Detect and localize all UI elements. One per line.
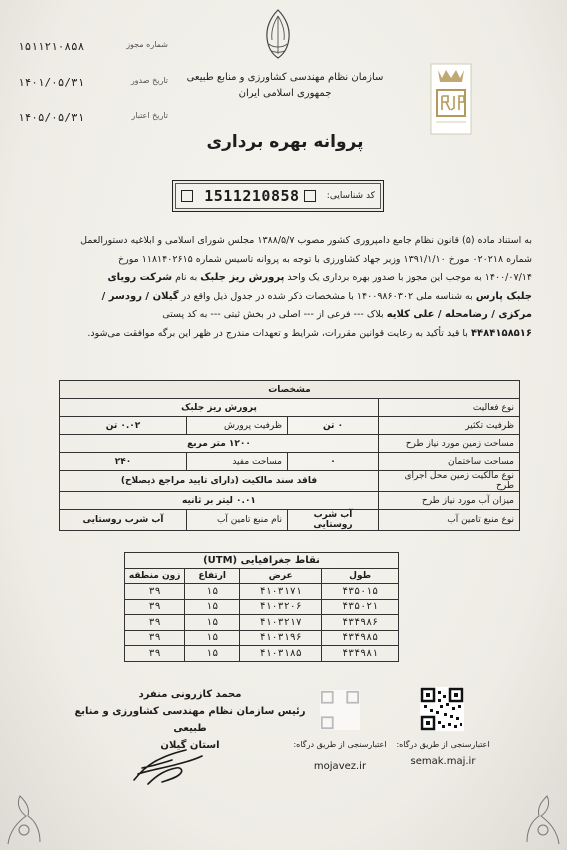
table-row (60, 492, 520, 510)
para-line-1: به استناد ماده (۵) قانون نظام جامع دامپروری کشور مصوب ۱۳۸۸/۵/۷ مجلس شورای اسلامی و ابلاغیه دستورالعمل (80, 235, 532, 246)
water-need-label: میزان آب مورد نیاز طرح (379, 492, 520, 510)
table-row (125, 615, 399, 631)
utm-cell: ۴۳۴۹۸۶ (322, 615, 399, 631)
issue-date-row (18, 76, 168, 89)
building-area-value: ۰ (288, 453, 379, 471)
table-row (60, 471, 520, 492)
country-name: جمهوری اسلامی ایران (238, 88, 332, 99)
qr-code-icon (420, 687, 464, 731)
water-source-type-label: نوع منبع تامین آب (379, 510, 520, 531)
utm-cell: ۳۹ (125, 615, 185, 631)
verification-link-2[interactable]: mojavez.ir (313, 761, 367, 772)
document-title: پروانه بهره برداری (206, 132, 364, 152)
para-3c: به نام (175, 272, 198, 283)
water-source-name-value: آب شرب روستایی (60, 510, 187, 531)
location-province: گیلان / رودسر / (101, 290, 179, 302)
license-number: ۱۵۱۱۲۱۰۸۵۸ (18, 40, 85, 53)
qr-code-icon (320, 690, 360, 730)
company-logo-icon (428, 62, 474, 136)
utm-cell: ۱۵ (185, 599, 240, 615)
identification-code-box (172, 180, 384, 212)
land-area-value: ۱۲۰۰ متر مربع (60, 435, 379, 453)
breed-capacity-label: ظرفیت پرورش (187, 417, 288, 435)
ornament-left-icon (4, 786, 44, 846)
activity-label: نوع فعالیت (379, 399, 520, 417)
table-header-row (125, 568, 399, 584)
para-line-2: شماره ۰۲۰۲۱۸ مورخ ۱۳۹۱/۱/۱۰ وزیر جهاد کشاورزی با توجه به پروانه تاسیس شماره ۱۱۸۱۴۰۲۶۱۵ مورخ (118, 253, 532, 265)
utm-cell: ۱۵ (185, 615, 240, 631)
utm-cell: ۳۹ (125, 584, 185, 600)
para-line-5 (42, 306, 532, 325)
utm-cell: ۴۱۰۳۱۸۵ (240, 646, 322, 662)
land-area-label: مساحت زمین مورد نیاز طرح (379, 435, 520, 453)
utm-col-altitude: ارتفاع (185, 568, 240, 584)
verification-label-2: اعتبارسنجی از طریق درگاه: (293, 740, 387, 749)
utm-cell: ۱۵ (185, 646, 240, 662)
utm-cell: ۳۹ (125, 646, 185, 662)
para-4b: به شناسه ملی ۱۴۰۰۹۸۶۰۳۰۲ با مشخصات ذکر شده در جدول ذیل واقع در (181, 290, 473, 302)
org-name: سازمان نظام مهندسی کشاورزی و منابع طبیعی (186, 72, 384, 83)
table-row (125, 599, 399, 615)
signatory-province: استان گیلان (160, 740, 220, 751)
utm-cell: ۴۱۰۳۱۹۶ (240, 630, 322, 646)
water-need-value: ۰.۰۱ لیتر بر ثانیه (60, 492, 379, 510)
utm-cell: ۴۱۰۳۲۰۶ (240, 599, 322, 615)
company-name-part1: شرکت رویای (107, 272, 173, 283)
useful-area-value: ۲۴۰ (60, 453, 187, 471)
valid-date: ۱۴۰۵/۰۵/۳۱ (18, 111, 85, 124)
table-row (125, 584, 399, 600)
utm-cell: ۴۳۴۹۸۵ (322, 630, 399, 646)
emblem-icon (258, 8, 298, 60)
verification-link-1[interactable]: semak.maj.ir (410, 756, 476, 767)
utm-cell: ۱۵ (185, 630, 240, 646)
water-source-name-label: نام منبع تامین آب (187, 510, 288, 531)
ornament-right-icon (523, 786, 563, 846)
para-line-3 (42, 269, 532, 288)
checkbox-mid-icon (304, 190, 316, 202)
signatory-role: رئیس سازمان نظام مهندسی کشاورزی و منابع طبیعی (74, 706, 306, 734)
capacity-label: ظرفیت تکثیر (379, 417, 520, 435)
table-row (125, 646, 399, 662)
signature-icon (128, 740, 208, 790)
utm-table-title: نقاط جغرافیایی (UTM) (125, 553, 399, 569)
building-area-label: مساحت ساختمان (379, 453, 520, 471)
para-6b: با قید تأکید به رعایت قوانین مقررات، شرایط و تعهدات مندرج در ظهر این برگه موافقت می‌شود. (87, 327, 468, 339)
utm-cell: ۴۳۵۰۲۱ (322, 599, 399, 615)
ownership-value: فاقد سند مالکیت (دارای تایید مراجع ذیصلاح) (60, 471, 379, 492)
postal-code: ۴۴۸۴۱۵۸۵۱۶ (470, 327, 532, 339)
table-row (60, 399, 520, 417)
para-3a: ۱۴۰۰/۰۷/۱۴ به موجب این مجوز با صدور بهره برداری یک واحد (287, 272, 532, 283)
table-row (125, 553, 399, 569)
activity-name-inline: پرورش ریز جلبک (200, 272, 285, 283)
specifications-table (59, 380, 520, 531)
utm-col-longitude: طول (322, 568, 399, 584)
valid-date-row (18, 111, 168, 124)
license-number-label: شماره مجوز (126, 40, 168, 49)
utm-cell: ۴۳۴۹۸۱ (322, 646, 399, 662)
useful-area-label: مساحت مفید (187, 453, 288, 471)
issue-date: ۱۴۰۱/۰۵/۳۱ (18, 76, 85, 89)
utm-cell: ۴۱۰۳۱۷۱ (240, 584, 322, 600)
utm-cell: ۱۵ (185, 584, 240, 600)
water-source-type-value: آب شرب روستایی (288, 510, 379, 531)
para-line-4 (42, 288, 532, 307)
valid-date-label: تاریخ اعتبار (131, 111, 168, 120)
spec-table-title: مشخصات (60, 381, 520, 399)
para-line-6 (42, 325, 532, 344)
table-row (60, 510, 520, 531)
license-number-row (18, 40, 168, 53)
table-row (60, 453, 520, 471)
breed-capacity-value: ۰.۰۲ تن (60, 417, 187, 435)
utm-col-latitude: عرض (240, 568, 322, 584)
table-row (60, 417, 520, 435)
company-name-part2: جلبک پارس (475, 290, 532, 302)
table-row (60, 435, 520, 453)
verification-label-1: اعتبارسنجی از طریق درگاه: (396, 740, 490, 749)
location-village: مرکزی / رضامحله / علی کلایه (386, 309, 532, 320)
identification-code-label: کد شناسایی: (326, 191, 375, 201)
utm-coordinates-table (124, 552, 399, 662)
utm-cell: ۳۹ (125, 599, 185, 615)
table-row (125, 630, 399, 646)
checkbox-right-icon (181, 190, 193, 202)
table-row (60, 381, 520, 399)
para-5b: بلاک --- فرعی از --- اصلی در بخش ثبتی --- به کد پستی (162, 309, 384, 320)
utm-cell: ۴۳۵۰۱۵ (322, 584, 399, 600)
organization-header (150, 70, 420, 102)
utm-cell: ۴۱۰۳۲۱۷ (240, 615, 322, 631)
identification-code: 1511210858 (204, 187, 300, 205)
utm-cell: ۳۹ (125, 630, 185, 646)
ownership-label: نوع مالکیت زمین محل اجرای طرح (379, 471, 520, 492)
signatory-name: محمد کازرونی منفرد (138, 689, 242, 700)
activity-value: پرورش ریز جلبک (60, 399, 379, 417)
utm-col-zone: زون منطقه (125, 568, 185, 584)
license-paragraph (42, 232, 532, 343)
issue-date-label: تاریخ صدور (130, 76, 168, 85)
capacity-value: ۰ تن (288, 417, 379, 435)
